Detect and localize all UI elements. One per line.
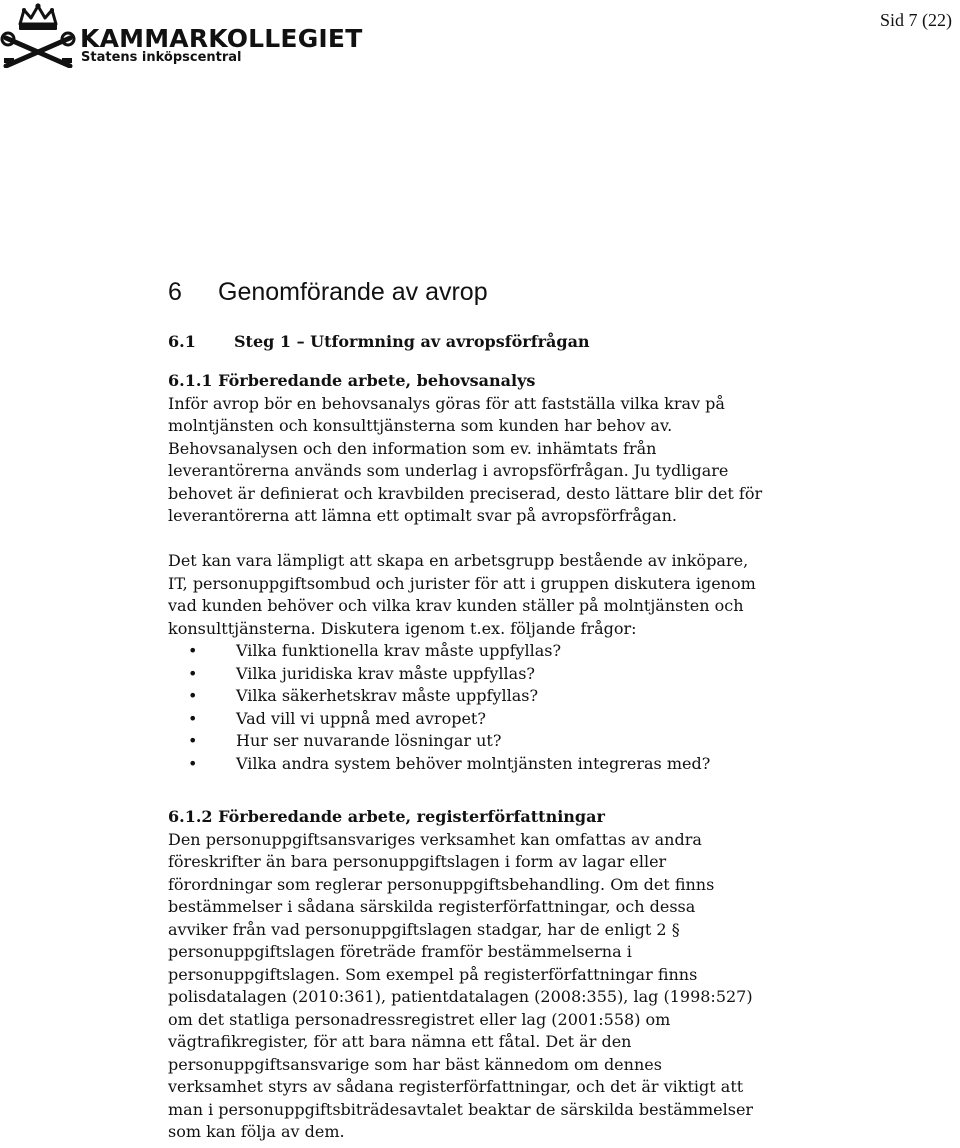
list-item: • Vad vill vi uppnå med avropet? xyxy=(168,708,948,731)
document-body xyxy=(168,272,948,1144)
list-item: • Hur ser nuvarande lösningar ut? xyxy=(168,730,948,753)
page-number: Sid 7 (22) xyxy=(880,10,952,30)
text-line: molntjänsten och konsulttjänsterna som kunden har behov av. xyxy=(168,416,673,435)
section-number: 6 xyxy=(168,278,182,306)
text-line: vägtrafikregister, för att bara nämna ett fåtal. Det är den xyxy=(168,1032,632,1051)
text-line: leverantörerna att lämna ett optimalt svar på avropsförfrågan. xyxy=(168,506,677,525)
text-line: Inför avrop bör en behovsanalys göras för att fastställa vilka krav på xyxy=(168,393,725,413)
paragraph-behovsanalys xyxy=(168,393,948,528)
text-line: IT, personuppgiftsombud och jurister för att i gruppen diskutera igenom xyxy=(168,573,756,593)
section-heading xyxy=(168,272,948,312)
text-line: polisdatalagen (2010:361), patientdatalagen (2008:355), lag (1998:527) xyxy=(168,987,753,1006)
text-line: Behovsanalysen och den information som ev. inhämtats från xyxy=(168,438,657,458)
org-name: KAMMARKOLLEGIET xyxy=(80,24,363,53)
org-subtitle: Statens inköpscentral xyxy=(81,50,242,65)
subsection-number: 6.1 xyxy=(168,332,196,351)
heading-registerforfattningar: 6.1.2 Förberedande arbete, registerförfattningar xyxy=(168,807,605,826)
question-list xyxy=(168,640,948,775)
text-line: konsulttjänsterna. Diskutera igenom t.ex. följande frågor: xyxy=(168,618,637,638)
subsection-title: Steg 1 – Utformning av avropsförfrågan xyxy=(234,332,590,351)
text-line: vad kunden behöver och vilka krav kunden ställer på molntjänsten och xyxy=(168,596,744,615)
list-item: • Vilka funktionella krav måste uppfyllas? xyxy=(168,640,948,663)
text-line: personuppgiftslagen. Som exempel på registerförfattningar finns xyxy=(168,964,698,984)
text-line: Det kan vara lämpligt att skapa en arbetsgrupp bestående av inköpare, xyxy=(168,551,749,570)
text-line: man i personuppgiftsbiträdesavtalet beaktar de särskilda bestämmelser xyxy=(168,1099,754,1119)
text-line: personuppgiftsansvarige som har bäst kännedom om dennes xyxy=(168,1054,662,1074)
text-line: Den personuppgiftsansvariges verksamhet kan omfattas av andra xyxy=(168,829,702,849)
heading-behovsanalys: 6.1.1 Förberedande arbete, behovsanalys xyxy=(168,371,536,390)
text-line: avviker från vad personuppgiftslagen stadgar, har de enligt 2 § xyxy=(168,919,680,939)
text-line: som kan följa av dem. xyxy=(168,1122,345,1141)
organization-logo xyxy=(0,0,363,70)
list-item: • Vilka juridiska krav måste uppfyllas? xyxy=(168,663,948,686)
text-line: leverantörerna används som underlag i avropsförfrågan. Ju tydligare xyxy=(168,461,729,480)
list-item: • Vilka säkerhetskrav måste uppfyllas? xyxy=(168,685,948,708)
list-item: • Vilka andra system behöver molntjänsten integreras med? xyxy=(168,753,948,776)
text-line: personuppgiftslagen företräde framför bestämmelserna i xyxy=(168,942,632,961)
paragraph-registerforfattningar xyxy=(168,829,948,1144)
text-line: verksamhet styrs av sådana registerförfattningar, och det är viktigt att xyxy=(168,1077,744,1096)
text-line: förordningar som reglerar personuppgiftsbehandling. Om det finns xyxy=(168,874,715,894)
text-line: om det statliga personadressregistret eller lag (2001:558) om xyxy=(168,1009,671,1029)
subsection-heading xyxy=(168,330,948,354)
text-line: föreskrifter än bara personuppgiftslagen i form av lagar eller xyxy=(168,852,667,871)
section-title: Genomförande av avrop xyxy=(218,278,488,306)
crown-keys-emblem xyxy=(0,2,76,68)
text-line: bestämmelser i sådana särskilda registerförfattningar, och dessa xyxy=(168,897,696,916)
paragraph-arbetsgrupp xyxy=(168,550,948,640)
text-line: behovet är definierat och kravbilden preciserad, desto lättare blir det för xyxy=(168,483,763,503)
